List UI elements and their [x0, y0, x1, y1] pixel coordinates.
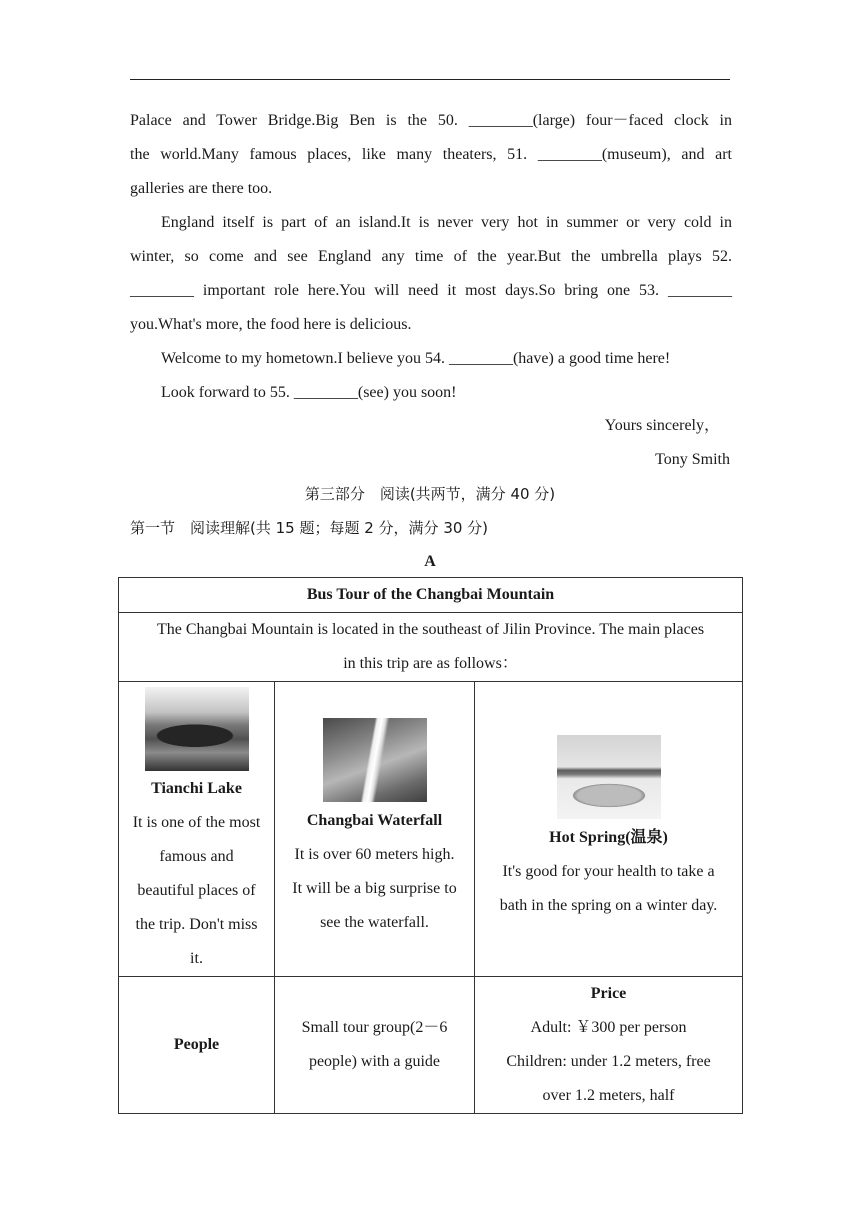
passage-letter: A: [424, 553, 436, 570]
tour-title: Bus Tour of the Changbai Mountain: [119, 578, 743, 613]
place-desc-line: bath in the spring on a winter day.: [499, 897, 718, 914]
place-desc-line: It's good for your health to take a: [502, 863, 715, 880]
passage-line: you.What's more, the food here is delicious.: [130, 316, 412, 333]
group-line: people) with a guide: [308, 1053, 441, 1070]
price-label: Price: [590, 985, 627, 1002]
place-name: Tianchi Lake: [151, 780, 242, 797]
place-desc-line: famous and: [159, 848, 234, 865]
place-cell-spring: [475, 682, 743, 977]
passage-line: England itself is part of an island.It is never very hot in summer or very cold in: [161, 214, 732, 231]
passage-line: galleries are there too.: [130, 180, 273, 197]
place-cell-lake: [119, 682, 275, 977]
group-cell: [275, 977, 475, 1114]
price-line: Adult: ￥300 per person: [530, 1019, 687, 1036]
section-title: 第一节 阅读理解(共 15 题；每题 2 分，满分 30 分): [130, 519, 489, 537]
passage-line: ________ important role here.You will need it most days.So bring one 53. ________: [130, 282, 732, 299]
letter-signature: Tony Smith: [655, 451, 730, 468]
price-cell: [475, 977, 743, 1114]
hot-spring-photo: [557, 735, 661, 819]
place-desc-line: It is over 60 meters high.: [294, 846, 455, 863]
tour-intro-line: The Changbai Mountain is located in the southeast of Jilin Province. The main places: [156, 621, 705, 638]
place-name: Changbai Waterfall: [306, 812, 443, 829]
place-desc-line: It will be a big surprise to: [292, 880, 457, 897]
place-name: Hot Spring(温泉): [549, 829, 668, 846]
tour-table: [118, 577, 743, 1114]
price-line: over 1.2 meters, half: [542, 1087, 675, 1104]
place-desc-line: it.: [190, 950, 203, 967]
tour-intro: [119, 613, 743, 682]
tour-intro-line: in this trip are as follows：: [343, 655, 518, 672]
passage-line: Palace and Tower Bridge.Big Ben is the 50. ________(large) four－faced clock in: [130, 112, 732, 129]
people-label: People: [119, 977, 275, 1114]
price-line: Children: under 1.2 meters, free: [506, 1053, 711, 1070]
place-desc-line: beautiful places of: [137, 882, 256, 899]
place-desc-line: see the waterfall.: [320, 914, 429, 931]
changbai-waterfall-photo: [323, 718, 427, 802]
place-desc-line: It is one of the most: [132, 814, 261, 831]
place-desc-line: the trip. Don't miss: [135, 916, 258, 933]
group-line: Small tour group(2－6: [301, 1019, 448, 1036]
passage-line: Welcome to my hometown.I believe you 54. ________(have) a good time here!: [161, 350, 671, 367]
place-cell-waterfall: [275, 682, 475, 977]
tianchi-lake-photo: [145, 687, 249, 771]
letter-closing: Yours sincerely，: [604, 417, 720, 434]
passage-line: Look forward to 55. ________(see) you soon!: [161, 384, 457, 401]
passage-line: winter, so come and see England any time of the year.But the umbrella plays 52.: [130, 248, 732, 265]
passage-line: the world.Many famous places, like many theaters, 51. ________(museum), and art: [130, 146, 732, 163]
part-title: 第三部分 阅读(共两节，满分 40 分): [304, 485, 556, 503]
header-rule: [130, 79, 730, 80]
